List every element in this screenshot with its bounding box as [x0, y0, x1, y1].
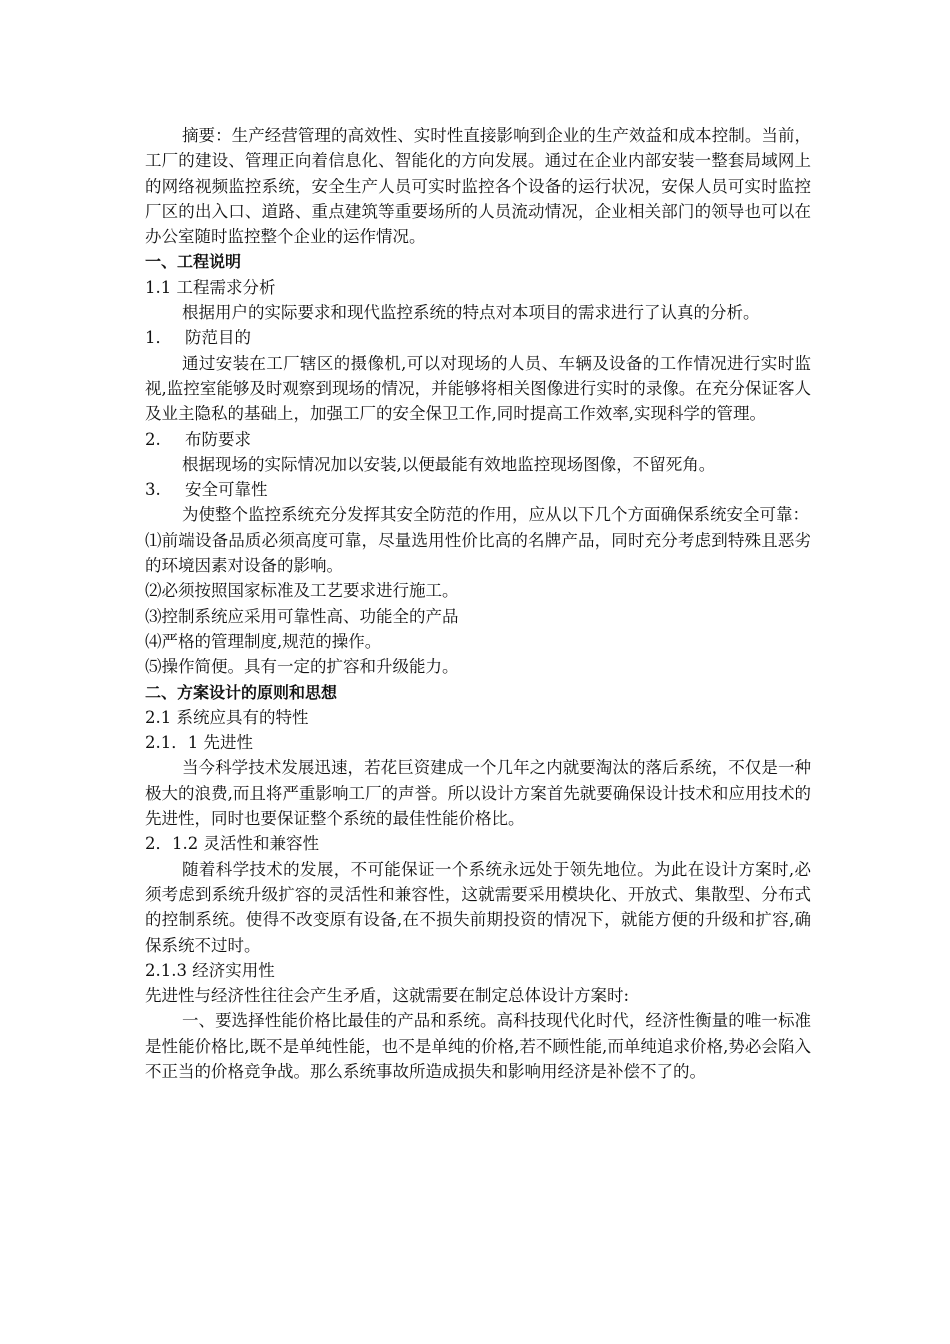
item-1-paragraph: 通过安装在工厂辖区的摄像机,可以对现场的人员、车辆及设备的工作情况进行实时监视,监控室能够及时观察到现场的情况，并能够将相关图像进行实时的录像。在充分保证客人及业主隐私的基础上，加强工厂的安全保卫工作,同时提高工作效率,实现科学的管理。: [145, 353, 811, 424]
list-item-1: ⑴前端设备品质必须高度可靠，尽量选用性价比高的名牌产品，同时充分考虑到特殊且恶劣的环境因素对设备的影响。: [145, 530, 811, 576]
list-item-2: ⑵必须按照国家标准及工艺要求进行施工。: [145, 581, 459, 601]
item-1-title: 防范目的: [185, 328, 251, 348]
section-2-1-3-heading: 2.1.3 经济实用性: [145, 960, 275, 980]
section-2-heading: 二、方案设计的原则和思想: [145, 682, 338, 702]
section-2-1-2-paragraph: 随着科学技术的发展，不可能保证一个系统永远处于领先地位。为此在设计方案时,必须考虑到系统升级扩容的灵活性和兼容性，这就需要采用模块化、开放式、集散型、分布式的控制系统。使得不改变原有设备,在不损失前期投资的情况下，就能方便的升级和扩容,确保系统不过时。: [145, 859, 811, 955]
section-2-1-3-intro: 先进性与经济性往往会产生矛盾，这就需要在制定总体设计方案时:: [145, 986, 630, 1006]
item-2-number: 2.: [145, 429, 161, 449]
section-1-heading: 一、工程说明: [145, 252, 242, 272]
abstract-paragraph: 摘要：生产经营管理的高效性、实时性直接影响到企业的生产效益和成本控制。当前，工厂的建设、管理正向着信息化、智能化的方向发展。通过在企业内部安装一整套局域网上的网络视频监控系统，安全生产人员可实时监控各个设备的运行状况，安保人员可实时监控厂区的出入口、道路、重点建筑等重要场所的人员流动情况，企业相关部门的领导也可以在办公室随时监控整个企业的运作情况。: [145, 126, 811, 247]
list-item-3: ⑶控制系统应采用可靠性高、功能全的产品: [145, 606, 459, 626]
section-1-1-paragraph: 根据用户的实际要求和现代监控系统的特点对本项目的需求进行了认真的分析。: [182, 303, 760, 323]
item-1-heading: [145, 325, 811, 350]
item-3-title: 安全可靠性: [185, 480, 268, 500]
list-item-5: ⑸操作简便。具有一定的扩容和升级能力。: [145, 657, 459, 677]
section-1-1-heading: 1.1 工程需求分析: [145, 277, 276, 297]
document-page: [145, 123, 811, 1084]
item-3-heading: [145, 477, 811, 502]
section-2-1-1-heading: 2.1．1 先进性: [145, 733, 253, 753]
section-2-1-2-heading: 2．1.2 灵活性和兼容性: [145, 834, 319, 854]
section-2-1-3-paragraph: 一、要选择性能价格比最佳的产品和系统。高科技现代化时代，经济性衡量的唯一标准是性能价格比,既不是单纯性能，也不是单纯的价格,若不顾性能,而单纯追求价格,势必会陷入不正当的价格竞争战。那么系统事故所造成损失和影响用经济是补偿不了的。: [145, 1011, 811, 1081]
item-1-number: 1．: [145, 328, 172, 348]
item-2-heading: [145, 427, 811, 452]
section-2-1-heading: 2.1 系统应具有的特性: [145, 707, 309, 727]
item-3-number: 3.: [145, 480, 161, 500]
item-3-paragraph: 为使整个监控系统充分发挥其安全防范的作用，应从以下几个方面确保系统安全可靠：: [182, 505, 809, 525]
item-2-paragraph: 根据现场的实际情况加以安装,以便最能有效地监控现场图像，不留死角。: [182, 454, 716, 474]
item-2-title: 布防要求: [185, 429, 251, 449]
list-item-4: ⑷严格的管理制度,规范的操作。: [145, 631, 382, 651]
section-2-1-1-paragraph: 当今科学技术发展迅速，若花巨资建成一个几年之内就要淘汰的落后系统，不仅是一种极大的浪费,而且将严重影响工厂的声誉。所以设计方案首先就要确保设计技术和应用技术的先进性，同时也要保证整个系统的最佳性能价格比。: [145, 758, 811, 829]
